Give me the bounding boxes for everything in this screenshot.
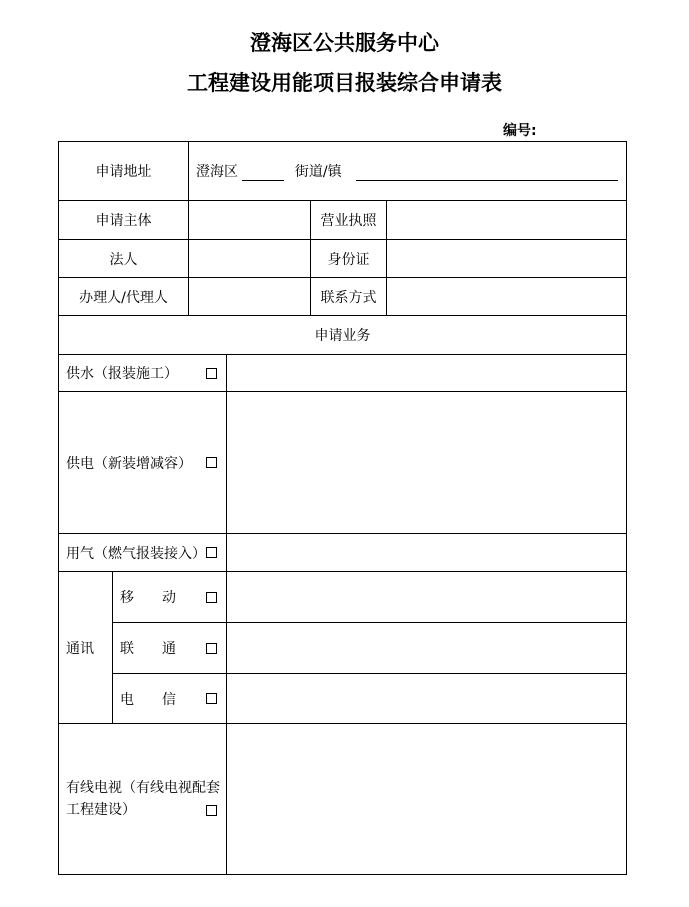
handler-input[interactable] bbox=[189, 278, 311, 316]
mobile-detail[interactable] bbox=[227, 572, 627, 623]
mobile-row bbox=[59, 572, 627, 623]
subject-label: 申请主体 bbox=[59, 201, 189, 240]
water-cell bbox=[59, 355, 227, 392]
cabletv-row bbox=[59, 724, 627, 875]
business-header-row bbox=[59, 316, 627, 355]
mobile-checkbox[interactable] bbox=[206, 592, 217, 603]
gas-checkbox[interactable] bbox=[206, 547, 217, 558]
handler-label: 办理人/代理人 bbox=[59, 278, 189, 316]
serial-number-label: 编号: bbox=[503, 123, 537, 139]
telecom-co-cell bbox=[113, 674, 227, 724]
form-title: 工程建设用能项目报装综合申请表 bbox=[187, 70, 502, 95]
power-cell bbox=[59, 392, 227, 534]
legal-person-label: 法人 bbox=[59, 240, 189, 278]
water-checkbox[interactable] bbox=[206, 368, 217, 379]
unicom-cell bbox=[113, 623, 227, 674]
water-detail[interactable] bbox=[227, 355, 627, 392]
gas-cell bbox=[59, 534, 227, 572]
org-title: 澄海区公共服务中心 bbox=[250, 30, 439, 55]
subject-row bbox=[59, 201, 627, 240]
telecom-co-row bbox=[59, 674, 627, 724]
power-label: 供电（新装增减容） bbox=[66, 455, 192, 472]
telecom-co-detail[interactable] bbox=[227, 674, 627, 724]
application-form-table bbox=[58, 141, 627, 875]
license-label: 营业执照 bbox=[311, 201, 387, 240]
address-label: 申请地址 bbox=[59, 142, 189, 201]
address-field[interactable] bbox=[189, 142, 627, 201]
address-row bbox=[59, 142, 627, 201]
gas-detail[interactable] bbox=[227, 534, 627, 572]
gas-row bbox=[59, 534, 627, 572]
business-section-label: 申请业务 bbox=[59, 316, 627, 355]
unicom-checkbox[interactable] bbox=[206, 643, 217, 654]
district-blank[interactable] bbox=[242, 166, 284, 181]
contact-label: 联系方式 bbox=[311, 278, 387, 316]
telecom-label: 通讯 bbox=[59, 572, 113, 724]
subject-input[interactable] bbox=[189, 201, 311, 240]
mobile-label: 移 动 bbox=[120, 590, 176, 606]
contact-input[interactable] bbox=[387, 278, 627, 316]
cabletv-checkbox[interactable] bbox=[206, 805, 217, 816]
street-label: 街道/镇 bbox=[294, 164, 342, 180]
district-label: 澄海区 bbox=[196, 164, 238, 180]
mobile-cell bbox=[113, 572, 227, 623]
id-card-label: 身份证 bbox=[311, 240, 387, 278]
power-checkbox[interactable] bbox=[206, 457, 217, 468]
legal-person-row bbox=[59, 240, 627, 278]
id-card-input[interactable] bbox=[387, 240, 627, 278]
cabletv-detail[interactable] bbox=[227, 724, 627, 875]
cabletv-cell bbox=[59, 724, 227, 875]
telecom-co-label: 电 信 bbox=[120, 691, 176, 708]
legal-person-input[interactable] bbox=[189, 240, 311, 278]
street-blank[interactable] bbox=[356, 166, 618, 181]
handler-row bbox=[59, 278, 627, 316]
unicom-detail[interactable] bbox=[227, 623, 627, 674]
gas-label: 用气（燃气报装接入） bbox=[66, 545, 206, 562]
water-row bbox=[59, 355, 627, 392]
cabletv-label: 有线电视（有线电视配套工程建设） bbox=[66, 780, 220, 818]
power-detail[interactable] bbox=[227, 392, 627, 534]
water-label: 供水（报装施工） bbox=[66, 366, 178, 382]
unicom-row bbox=[59, 623, 627, 674]
telecom-co-checkbox[interactable] bbox=[206, 693, 217, 704]
license-input[interactable] bbox=[387, 201, 627, 240]
power-row bbox=[59, 392, 627, 534]
unicom-label: 联 通 bbox=[120, 641, 176, 657]
